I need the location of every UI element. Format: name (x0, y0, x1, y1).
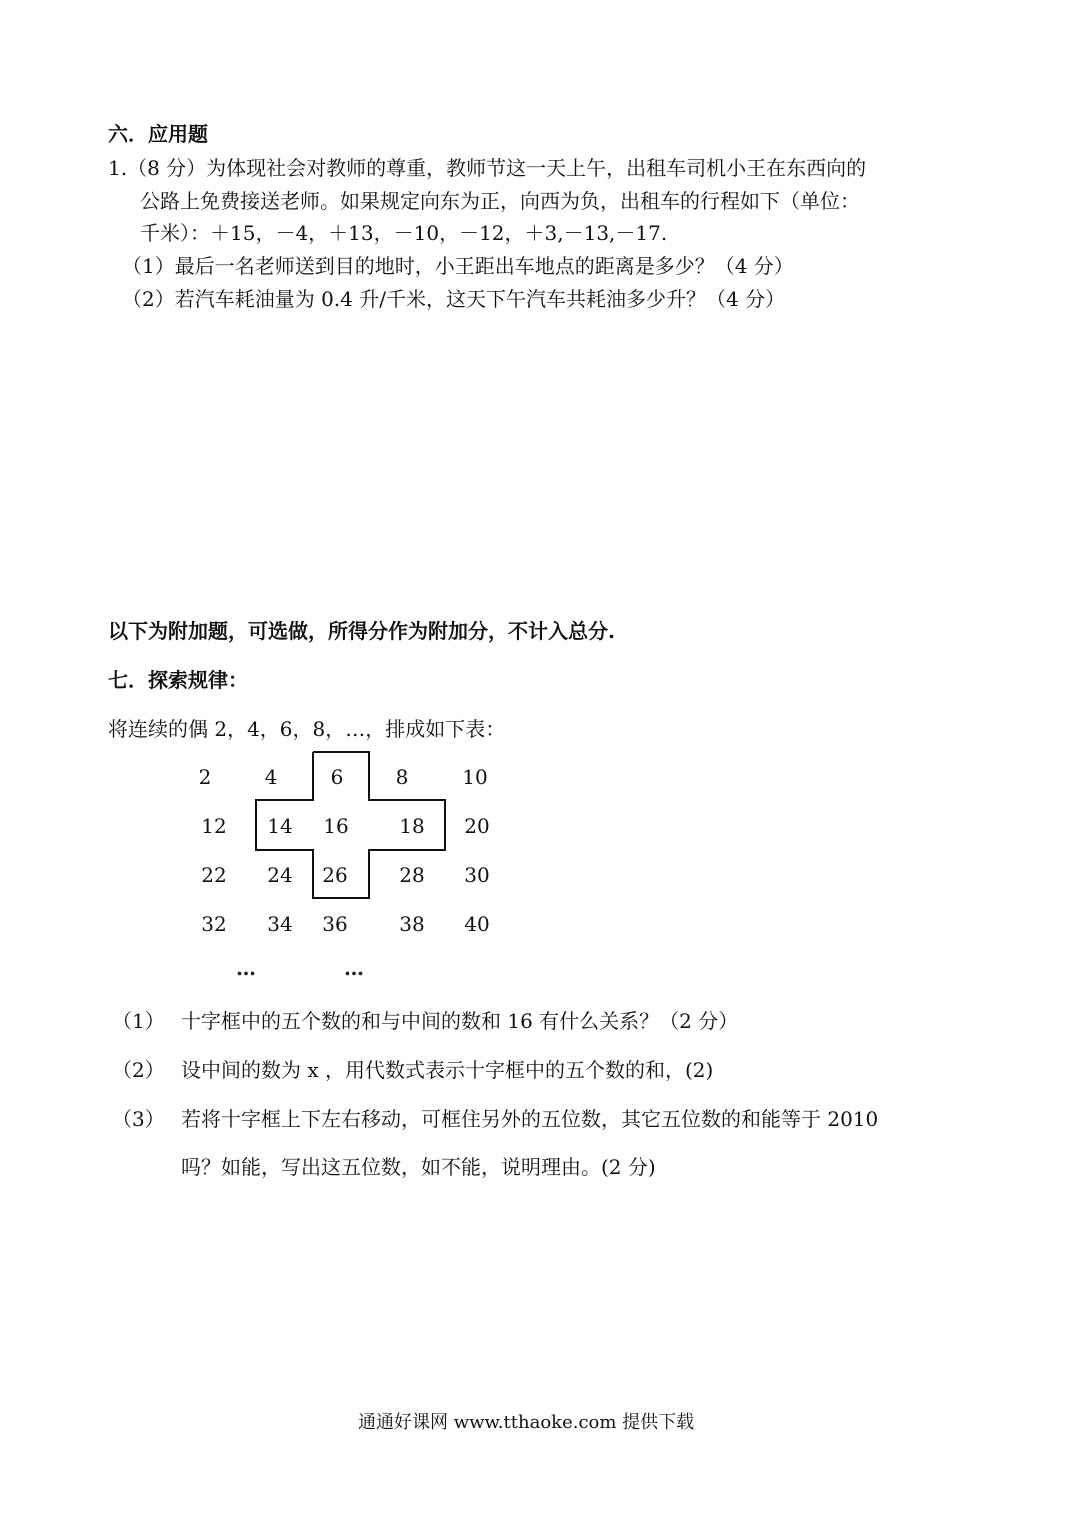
table-cell: 8 (395, 765, 409, 789)
question-1-sub-2: （2）若汽车耗油量为 0.4 升/千米，这天下午汽车共耗油多少升？（4 分） (122, 287, 786, 311)
question-text-continued: 吗？如能，写出这五位数，如不能，说明理由。(2 分) (181, 1155, 656, 1179)
question-text: 设中间的数为 x ，用代数式表示十字框中的五个数的和，(2) (181, 1058, 714, 1082)
table-cell: 34 (267, 912, 293, 936)
question-number: （1） (112, 1009, 165, 1033)
footer-credit: 通通好课网 www.tthaoke.com 提供下载 (358, 1412, 695, 1433)
table-cell: 38 (399, 912, 425, 936)
question-1-sub-1: （1）最后一名老师送到目的地时，小王距出车地点的距离是多少？（4 分） (122, 254, 794, 278)
table-cell: 16 (323, 814, 349, 838)
question-1-line-2: 公路上免费接送老师。如果规定向东为正，向西为负，出租车的行程如下（单位： (140, 189, 860, 213)
table-cell: 22 (201, 863, 227, 887)
question-1-line-3: 千米）：＋15，－4，＋13，－10，－12，＋3,－13,－17. (140, 221, 668, 245)
table-ellipsis: … (236, 956, 256, 980)
table-cell: 20 (464, 814, 490, 838)
question-number: （3） (112, 1107, 165, 1131)
question-1-line-1: 1.（8 分）为体现社会对教师的尊重，教师节这一天上午，出租车司机小王在东西向的 (108, 156, 867, 180)
question-text: 若将十字框上下左右移动，可框住另外的五位数，其它五位数的和能等于 2010 (181, 1107, 879, 1131)
table-cell: 24 (267, 863, 293, 887)
question-text: 十字框中的五个数的和与中间的数和 16 有什么关系？（2 分） (181, 1009, 739, 1033)
table-cell: 2 (198, 765, 212, 789)
table-cell: 32 (201, 912, 227, 936)
table-cell: 40 (464, 912, 490, 936)
table-cell: 12 (201, 814, 227, 838)
section-7-title: 七．探索规律： (108, 668, 248, 692)
table-cell: 6 (330, 765, 344, 789)
table-cell: 28 (399, 863, 425, 887)
table-cell: 14 (267, 814, 293, 838)
table-cell: 4 (264, 765, 278, 789)
table-cell: 18 (399, 814, 425, 838)
bonus-note: 以下为附加题，可选做，所得分作为附加分，不计入总分. (108, 619, 615, 643)
section-6-title: 六．应用题 (108, 122, 208, 146)
table-ellipsis: … (344, 956, 364, 980)
table-cell: 10 (462, 765, 488, 789)
section-7-intro: 将连续的偶 2，4，6，8，…，排成如下表： (108, 717, 506, 741)
question-number: （2） (112, 1058, 165, 1082)
table-cell: 30 (464, 863, 490, 887)
table-cell: 26 (322, 863, 348, 887)
table-cell: 36 (322, 912, 348, 936)
